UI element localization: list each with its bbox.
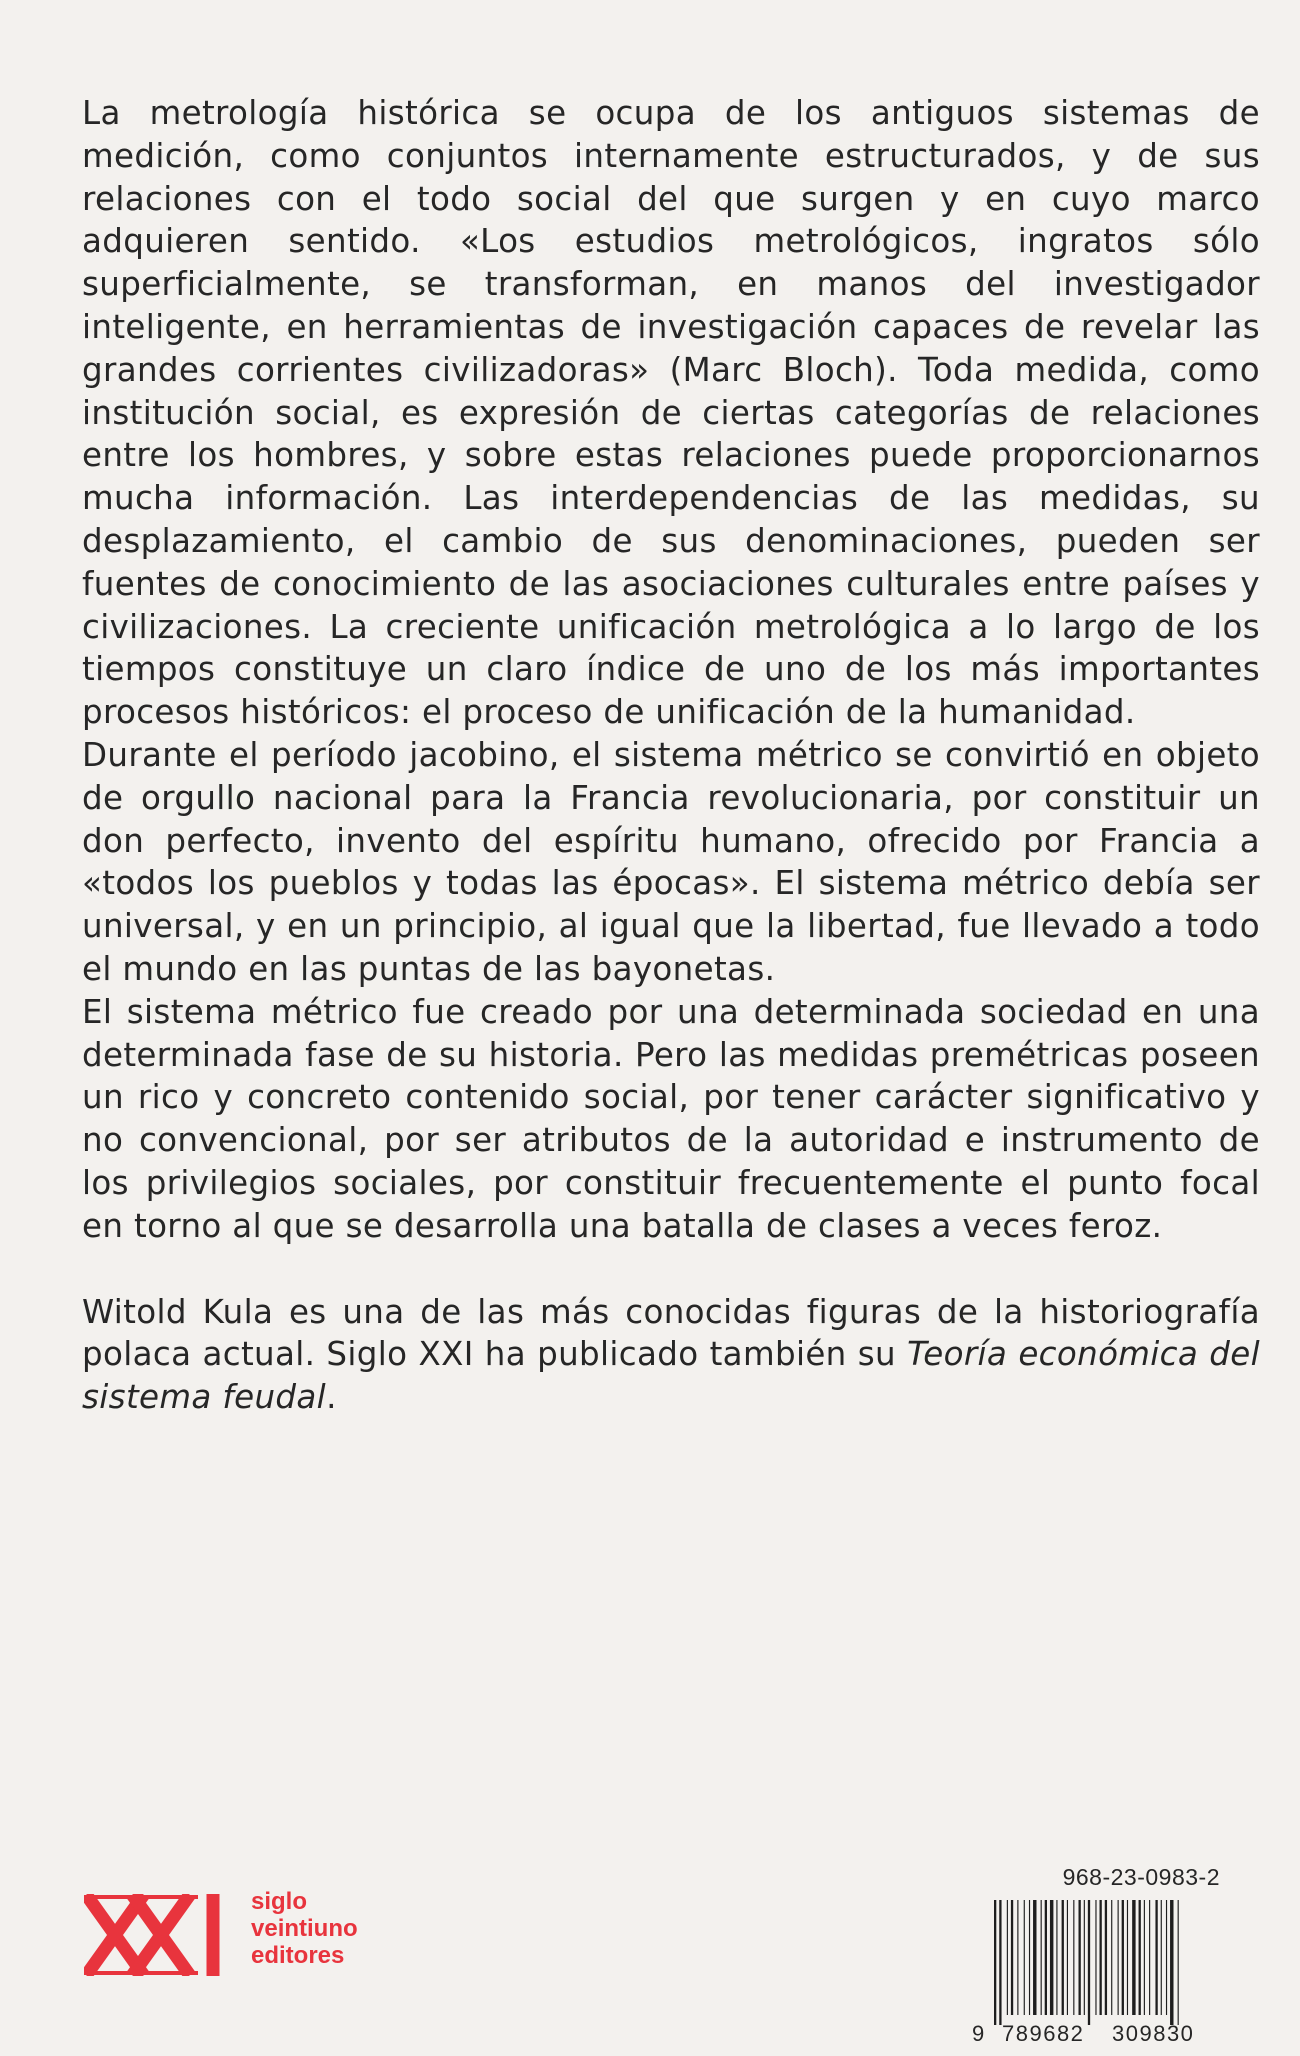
barcode-bar [1024,1900,1025,2015]
description-paragraph: La metrología histórica se ocupa de los antiguos sistemas de medición, como conjuntos internamente estructurados, y de sus relaciones con el todo social del que surgen y en cuyo marco adquieren sentido. «Los estudios metrológicos, ingratos sólo superficialmente, se transforman, en manos del investigador inteligente, en herramientas de investigación capaces de revelar las grandes corrientes civilizadoras» (Marc Bloch). Toda medida, como institución social, es expresión de ciertas categorías de relaciones entre los hombres, y sobre estas relaciones puede proporcionarnos mucha información. Las interdependencias de las medidas, su desplazamiento, el cambio de sus denominaciones, pueden ser fuentes de conocimiento de las asociaciones culturales entre países y civilizaciones. La creciente unificación metrológica a lo largo de los tiempos constituye un claro índice de uno de los más importantes procesos históricos: el proceso de unificación de la humanidad. [82,94,1260,732]
barcode-bar [999,1900,1001,2025]
barcode-digits-left: 789682 [1002,2021,1085,2046]
description-paragraph: El sistema métrico fue creado por una determinada sociedad en una determinada fase de su historia. Pero las medidas premétricas poseen un rico y concreto contenido social, por tener carácter significativo y no convencional, por ser atributos de la autoridad e instrumento de los privilegios sociales, por constituir frecuentemente el punto focal en torno al que se desarrolla una batalla de clases a veces feroz. [82,992,1260,1245]
back-cover-blurb [82,92,1260,1419]
barcode-bar [1073,1900,1074,2015]
barcode-bar [1088,1900,1090,2025]
barcode-bar [1050,1900,1053,2015]
barcode-bar [1144,1900,1145,2015]
barcode-bar [1166,1900,1167,2015]
barcode-bar [1132,1900,1135,2015]
barcode-bar [1118,1900,1119,2015]
barcode-bar [1084,1900,1085,2015]
barcode-bar [1045,1900,1047,2015]
barcode-bar [1122,1900,1124,2015]
barcode-bar [1011,1900,1013,2015]
barcode-bar [1029,1900,1030,2015]
description-paragraph: Durante el período jacobino, el sistema métrico se convirtió en objeto de orgullo nacional para la Francia revolucionaria, por constituir un don perfecto, invento del espíritu humano, ofrecido por Francia a «todos los pueblos y todas las épocas». El sistema métrico debía ser universal, y en un principio, al igual que la libertad, fue llevado a todo el mundo en las puntas de las bayonetas. [82,735,1260,988]
barcode-bar [1111,1900,1112,2015]
author-note-text: Witold Kula es una de las más conocidas figuras de la historiografía polaca actual. Siglo XXI ha publicado también su [82,1292,1260,1374]
siglo-xxi-logo-icon [84,1894,244,1976]
barcode-bar [1105,1900,1107,2015]
publisher-name [251,1888,358,1969]
barcode-bar [1100,1900,1102,2015]
isbn-number: 968-23-0983-2 [1062,1864,1220,1890]
barcode-bar [1033,1900,1036,2015]
book-title: Teoría económica del sistema feudal [82,1335,1260,1417]
publisher-name-line: editores [251,1942,345,1969]
barcode-bar [1149,1900,1150,2015]
author-note [82,1291,1260,1419]
barcode-bar [1041,1900,1042,2015]
publisher-name-line: siglo [251,1888,308,1915]
barcode-bar [1139,1900,1141,2015]
barcode-bar [1095,1900,1096,2015]
barcode-digits-right: 309830 [1112,2021,1195,2046]
barcode-bar [1007,1900,1008,2015]
barcode [990,1900,1240,2025]
publisher-name-line: veintiuno [251,1915,358,1942]
barcode-digit-first: 9 [972,2021,986,2046]
barcode-bar [1161,1900,1162,2015]
barcode-bar [1056,1900,1057,2015]
author-note-end: . [326,1378,337,1417]
barcode-bar [1178,1900,1179,2025]
barcode-bar [1062,1900,1064,2015]
barcode-bar [1155,1900,1157,2015]
barcode-bar [1017,1900,1018,2015]
barcode-bar [994,1900,996,2025]
barcode-bar [1079,1900,1081,2015]
barcode-bar [1170,1900,1173,2025]
publisher-logo-block [84,1888,358,1976]
barcode-bar [1067,1900,1068,2015]
barcode-bar [1127,1900,1128,2015]
